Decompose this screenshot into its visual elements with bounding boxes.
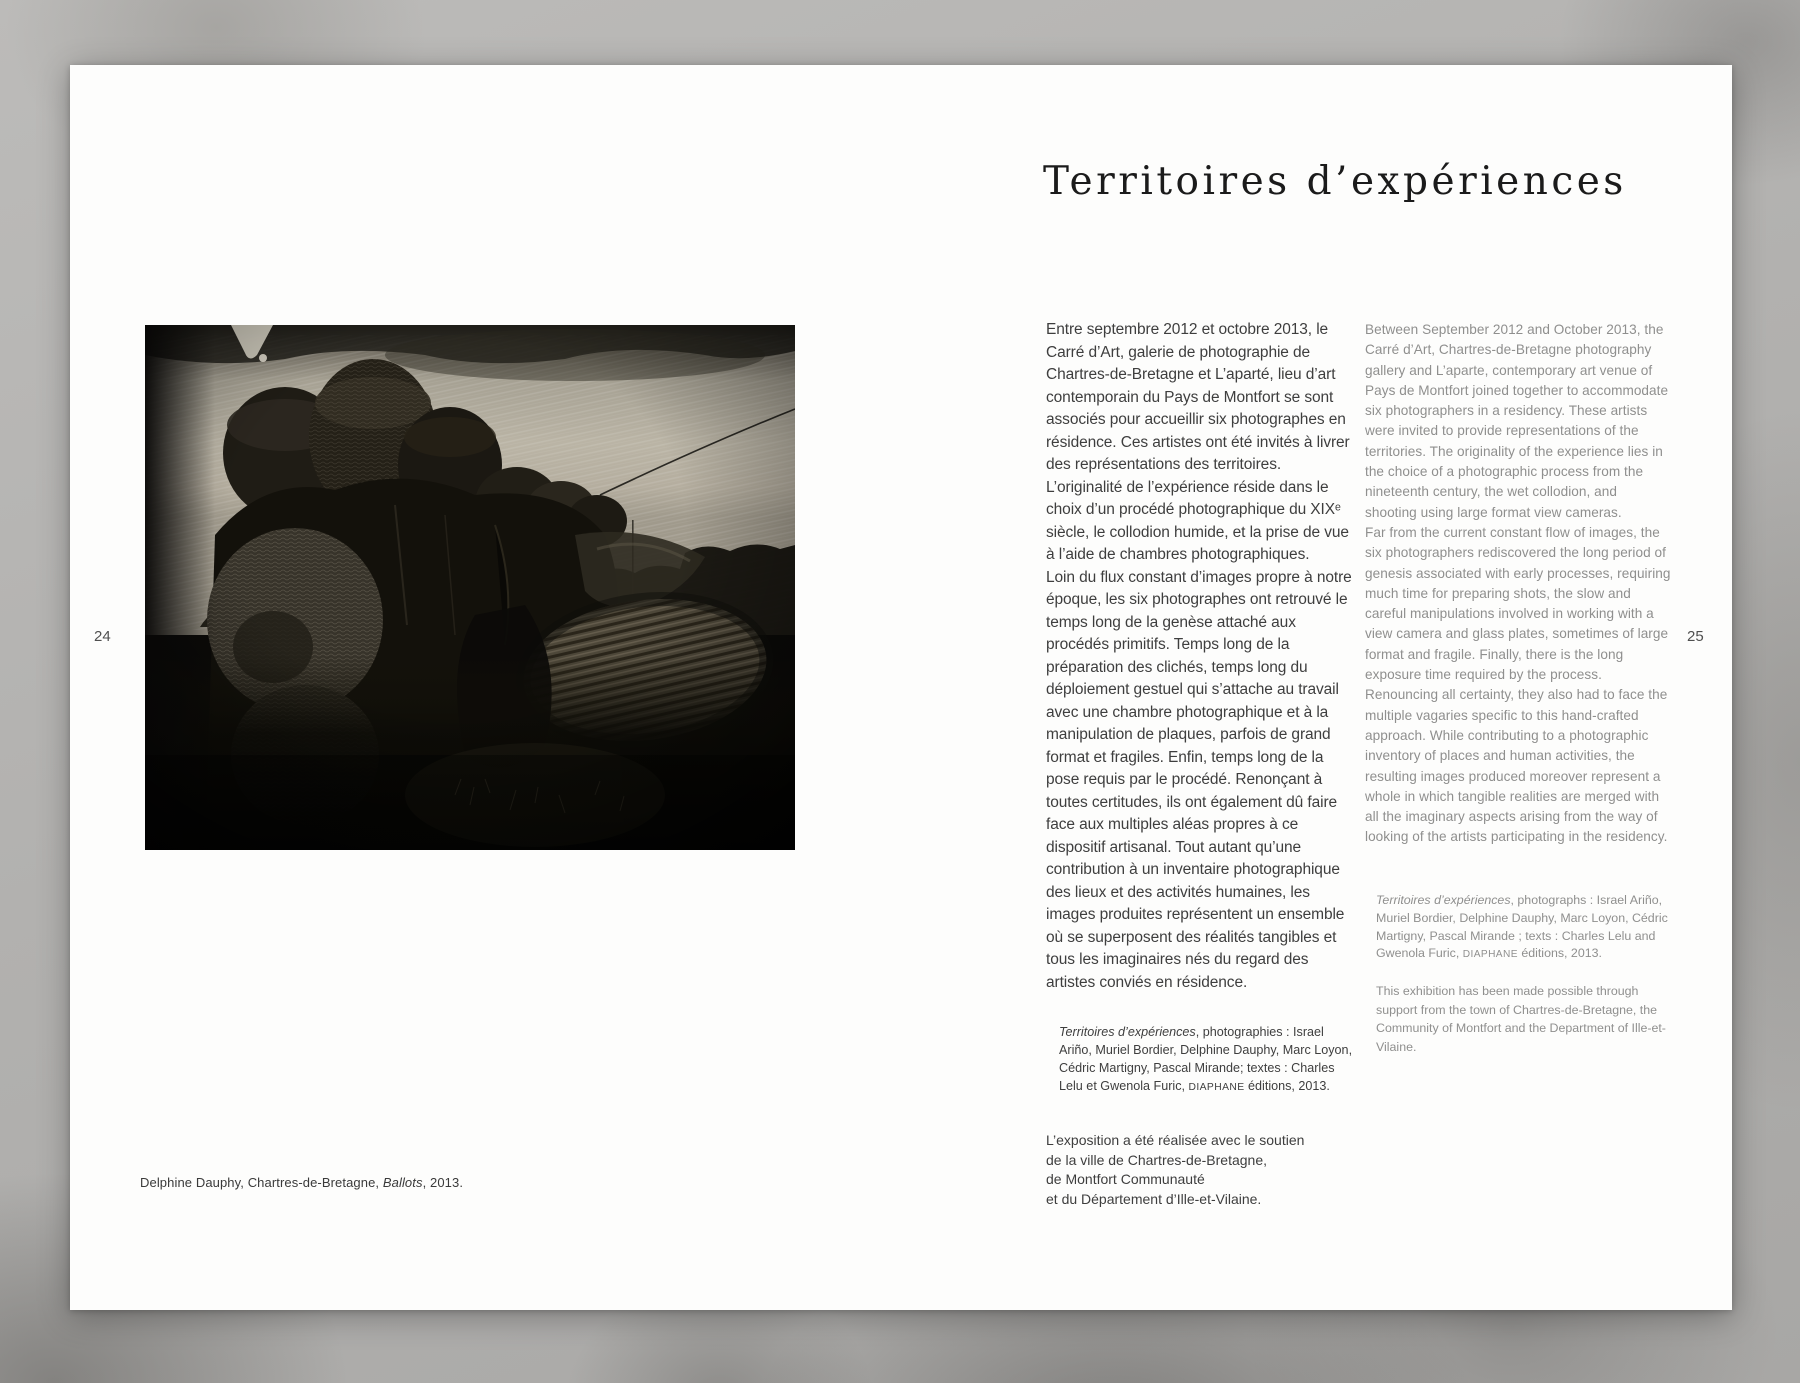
french-support-block <box>1046 1131 1366 1209</box>
english-support-block: This exhibition has been made possible through support from the town of Chartres-de-Bretagne, the Community of Montfort and the Department of Ille-et-Vilaine. <box>1376 984 1666 1054</box>
french-credit-text-1: , photographies : Israel Ariño, Muriel Bordier, Delphine Dauphy, Marc Loyon, Cédric Martigny, Pascal Mirande; textes : Charles Lelu et Gwenola Furic, <box>1059 1025 1353 1093</box>
page-number-left: 24 <box>94 628 111 645</box>
french-support-line: de Montfort Communauté <box>1046 1171 1205 1187</box>
book-spread <box>70 65 1732 1310</box>
page-number-right: 25 <box>1687 628 1704 645</box>
caption-work-title: Ballots <box>382 1175 423 1190</box>
english-credit-title: Territoires d’expériences <box>1376 893 1511 907</box>
english-credit-text-1: , photographs : Israel Ariño, Muriel Bordier, Delphine Dauphy, Marc Loyon, Cédric Martigny, Pascal Mirande ; texts : Charles Lelu and Gwenola Furic, <box>1376 893 1668 961</box>
french-credit-title: Territoires d’expériences <box>1059 1025 1196 1039</box>
english-credit-publisher: DIAPHANE <box>1462 949 1518 961</box>
photo-frame <box>145 325 795 850</box>
french-paragraph-2: Loin du flux constant d’images propre à notre époque, les six photographes ont retrouvé le temps long de la genèse attaché aux procédés primitifs. Temps long de la préparation des clichés, temps long du déploiement gestuel qui s’attache au travail avec une chambre photographique et à la manipulation de plaques, parfois de grand format et fragiles. Enfin, temps long de la pose requis par le procédé. Renonçant à toutes certitudes, ils ont également dû faire face aux multiples aléas propres à ce dispositif artisanal. Tout autant qu’une contribution à un inventaire photographique des lieux et des activités humaines, les images produites représentent un ensemble où se superposent des réalités tangibles et tous les imaginaires nés du regard des artistes conviés en résidence. <box>1046 568 1352 991</box>
english-paragraph-1: Between September 2012 and October 2013, the Carré d’Art, Chartres-de-Bretagne photography gallery and L’aparte, contemporary art venue of Pays de Montfort joined together to accommodate six photographers in a residency. These artists were invited to provide representations of the territories. The originality of the experience lies in the choice of a photographic process from the nineteenth century, the wet collodion, and shooting using large format view cameras. <box>1365 322 1669 520</box>
photo-image <box>145 325 795 850</box>
caption-text-2: , 2013. <box>422 1175 464 1190</box>
french-paragraph-1: Entre septembre 2012 et octobre 2013, le Carré d’Art, galerie de photographie de Chartres-de-Bretagne et L’aparté, lieu d’art contemporain du Pays de Montfort se sont associés pour accueillir six photographes en résidence. Ces artistes ont été invités à livrer des représentations des territoires. L’originalité de l’expérience réside dans le choix d’un procédé photographique du XIXᵉ siècle, le collodion humide, et la prise de vue à l’aide de chambres photographiques. <box>1046 321 1350 563</box>
french-support-line: L’exposition a été réalisée avec le soutien <box>1046 1132 1305 1148</box>
photo-caption <box>140 1175 560 1190</box>
caption-text-1: Delphine Dauphy, Chartres-de-Bretagne, <box>140 1175 383 1190</box>
english-text-column <box>1365 320 1671 848</box>
french-support-line: de la ville de Chartres-de-Bretagne, <box>1046 1151 1268 1168</box>
english-paragraph-2: Far from the current constant flow of images, the six photographers rediscovered the long period of genesis associated with early processes, requiring much time for preparing shots, the slow and careful manipulations involved in working with a view camera and glass plates, sometimes of large format and fragile. Finally, there is the long exposure time required by the process. Renouncing all certainty, they also had to face the multiple vagaries specific to this hand-crafted approach. While contributing to a photographic inventory of places and human activities, the resulting images produced moreover represent a whole in which tangible realities are merged with all the imaginary aspects arising from the way of looking of the artists participating in the residency. <box>1365 524 1671 845</box>
french-text-column <box>1046 319 1358 994</box>
french-credit-publisher: DIAPHANE <box>1188 1082 1245 1093</box>
french-credit-block <box>1059 1023 1355 1097</box>
english-credit-block <box>1376 892 1672 964</box>
page-title: Territoires d’expériences <box>1043 159 1627 204</box>
french-support-line: et du Département d’Ille-et-Vilaine. <box>1046 1190 1262 1207</box>
english-credit-text-2: éditions, 2013. <box>1517 946 1602 961</box>
french-credit-text-2: éditions, 2013. <box>1244 1079 1330 1093</box>
